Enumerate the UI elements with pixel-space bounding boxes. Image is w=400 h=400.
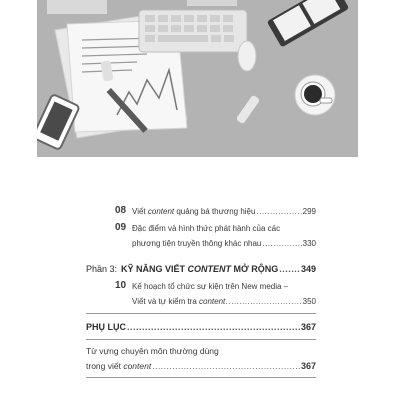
leader-dots — [279, 262, 300, 277]
entry-title-cont: Viết và tự kiểm tra — [132, 297, 200, 306]
entry-title-cont: phương tiện truyền thông khác nhau — [132, 239, 262, 248]
glossary-title-emphasis: content — [123, 361, 152, 371]
page-number: 350 — [302, 297, 316, 306]
entry-title-emphasis: content — [147, 207, 175, 216]
part-title-emphasis: CONTENT — [187, 264, 232, 274]
toc-entry[interactable]: Kế hoạch tổ chức sự kiện trên New media – Viết và tự kiểm tra content. ..... 350 — [132, 279, 316, 309]
page-number: 330 — [302, 239, 316, 248]
appendix-heading[interactable] — [86, 320, 316, 335]
leader-dots — [262, 236, 301, 251]
section-divider — [86, 313, 316, 314]
glossary-title: Từ vựng chuyên môn thường dùng — [86, 346, 219, 356]
entry-title-emphasis: content — [199, 297, 226, 306]
page-number: 349 — [300, 264, 316, 274]
entry-title: Kế hoạch tổ chức sự kiện trên New media – — [132, 282, 289, 291]
glossary-entry[interactable] — [86, 344, 316, 374]
page-number: 299 — [302, 207, 316, 216]
page-number: 367 — [300, 361, 316, 371]
appendix-label: PHỤ LỤC — [86, 322, 126, 332]
chapter-number: 09 — [115, 222, 127, 233]
leader-dots — [229, 294, 302, 309]
toc-entry[interactable] — [132, 221, 316, 251]
chapter-number: 10 — [115, 280, 127, 291]
leader-dots — [127, 320, 300, 335]
toc-entry[interactable]: Viết content quảng bá thương hiệu ..... 299 — [132, 204, 316, 219]
leader-dots — [152, 359, 300, 374]
entry-title: Đặc điểm và hình thức phát hành của các — [132, 224, 281, 233]
entry-title: Viết — [132, 207, 148, 216]
part-label: Phần 3: — [86, 264, 118, 274]
leader-dots — [256, 204, 301, 219]
section-divider — [86, 339, 316, 340]
section-divider — [86, 377, 316, 378]
part-title: KỸ NĂNG VIẾT — [121, 264, 188, 274]
page-number: 367 — [300, 322, 316, 332]
glossary-title-cont: trong viết — [86, 361, 124, 371]
part-heading[interactable]: Phần 3: KỸ NĂNG VIẾT CONTENT MỞ RỘNG ..... 349 — [86, 262, 316, 277]
chapter-number: 08 — [115, 205, 127, 216]
